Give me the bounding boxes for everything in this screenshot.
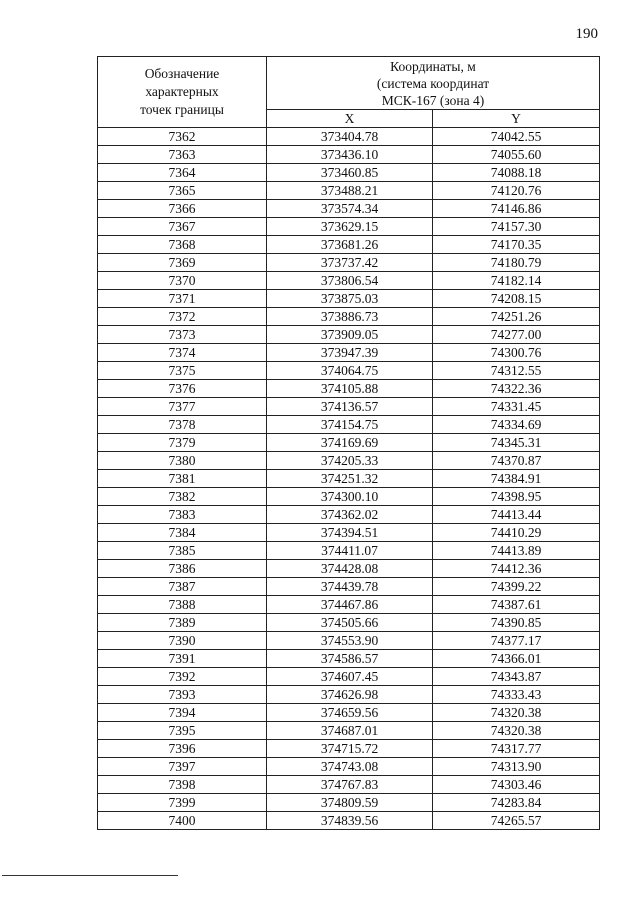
- x-coordinate-cell: 374154.75: [267, 416, 433, 434]
- x-coordinate-cell: 373488.21: [267, 182, 433, 200]
- point-number-cell: 7371: [98, 290, 267, 308]
- table-row: [98, 650, 600, 668]
- header-coord-line: (система координат: [376, 75, 490, 91]
- table-row: [98, 722, 600, 740]
- x-coordinate-cell: 373806.54: [267, 272, 433, 290]
- header-coordinates: [267, 57, 600, 110]
- table-row: [98, 200, 600, 218]
- y-coordinate-cell: 74170.35: [433, 236, 600, 254]
- x-coordinate-cell: 374300.10: [267, 488, 433, 506]
- y-coordinate-cell: 74370.87: [433, 452, 600, 470]
- y-coordinate-cell: 74251.26: [433, 308, 600, 326]
- point-number-cell: 7385: [98, 542, 267, 560]
- table-row: [98, 488, 600, 506]
- point-number-cell: 7378: [98, 416, 267, 434]
- point-number-cell: 7389: [98, 614, 267, 632]
- y-coordinate-cell: 74331.45: [433, 398, 600, 416]
- table-row: [98, 668, 600, 686]
- point-number-cell: 7373: [98, 326, 267, 344]
- x-coordinate-cell: 373886.73: [267, 308, 433, 326]
- point-number-cell: 7393: [98, 686, 267, 704]
- header-label-line: характерных: [145, 84, 219, 99]
- point-number-cell: 7391: [98, 650, 267, 668]
- y-coordinate-cell: 74412.36: [433, 560, 600, 578]
- table-row: [98, 470, 600, 488]
- x-coordinate-cell: 374626.98: [267, 686, 433, 704]
- y-coordinate-cell: 74283.84: [433, 794, 600, 812]
- x-coordinate-cell: 373436.10: [267, 146, 433, 164]
- header-label-line: точек границы: [140, 102, 224, 117]
- point-number-cell: 7383: [98, 506, 267, 524]
- table-row: [98, 434, 600, 452]
- y-coordinate-cell: 74320.38: [433, 722, 600, 740]
- y-coordinate-cell: 74366.01: [433, 650, 600, 668]
- table-row: [98, 146, 600, 164]
- y-coordinate-cell: 74312.55: [433, 362, 600, 380]
- y-coordinate-cell: 74182.14: [433, 272, 600, 290]
- x-coordinate-cell: 374205.33: [267, 452, 433, 470]
- x-coordinate-cell: 374394.51: [267, 524, 433, 542]
- table-row: [98, 164, 600, 182]
- table-row: [98, 632, 600, 650]
- y-coordinate-cell: 74055.60: [433, 146, 600, 164]
- y-coordinate-cell: 74300.76: [433, 344, 600, 362]
- point-number-cell: 7392: [98, 668, 267, 686]
- x-coordinate-cell: 374411.07: [267, 542, 433, 560]
- x-coordinate-cell: 374743.08: [267, 758, 433, 776]
- y-coordinate-cell: 74180.79: [433, 254, 600, 272]
- x-coordinate-cell: 374607.45: [267, 668, 433, 686]
- table-row: [98, 272, 600, 290]
- table-row: [98, 686, 600, 704]
- table-row: [98, 416, 600, 434]
- point-number-cell: 7368: [98, 236, 267, 254]
- point-number-cell: 7386: [98, 560, 267, 578]
- table-row: [98, 704, 600, 722]
- point-number-cell: 7367: [98, 218, 267, 236]
- x-coordinate-cell: 374767.83: [267, 776, 433, 794]
- x-coordinate-cell: 374362.02: [267, 506, 433, 524]
- header-coord-line: МСК-167 (зона 4): [381, 92, 485, 108]
- x-coordinate-cell: 373460.85: [267, 164, 433, 182]
- y-coordinate-cell: 74343.87: [433, 668, 600, 686]
- x-coordinate-cell: 373574.34: [267, 200, 433, 218]
- x-coordinate-cell: 374467.86: [267, 596, 433, 614]
- table-row: [98, 326, 600, 344]
- y-coordinate-cell: 74042.55: [433, 128, 600, 146]
- point-number-cell: 7387: [98, 578, 267, 596]
- x-coordinate-cell: 373875.03: [267, 290, 433, 308]
- point-number-cell: 7362: [98, 128, 267, 146]
- point-number-cell: 7384: [98, 524, 267, 542]
- x-coordinate-cell: 374505.66: [267, 614, 433, 632]
- point-number-cell: 7376: [98, 380, 267, 398]
- y-coordinate-cell: 74384.91: [433, 470, 600, 488]
- point-number-cell: 7372: [98, 308, 267, 326]
- table-row: [98, 380, 600, 398]
- x-coordinate-cell: 373681.26: [267, 236, 433, 254]
- y-coordinate-cell: 74334.69: [433, 416, 600, 434]
- point-number-cell: 7365: [98, 182, 267, 200]
- point-number-cell: 7390: [98, 632, 267, 650]
- point-number-cell: 7399: [98, 794, 267, 812]
- y-coordinate-cell: 74387.61: [433, 596, 600, 614]
- y-coordinate-cell: 74157.30: [433, 218, 600, 236]
- point-number-cell: 7397: [98, 758, 267, 776]
- point-number-cell: 7366: [98, 200, 267, 218]
- table-row: [98, 758, 600, 776]
- x-coordinate-cell: 374136.57: [267, 398, 433, 416]
- y-coordinate-cell: 74377.17: [433, 632, 600, 650]
- table-row: [98, 128, 600, 146]
- x-coordinate-cell: 374105.88: [267, 380, 433, 398]
- point-number-cell: 7381: [98, 470, 267, 488]
- x-coordinate-cell: 374251.32: [267, 470, 433, 488]
- table-row: [98, 740, 600, 758]
- y-coordinate-cell: 74413.89: [433, 542, 600, 560]
- point-number-cell: 7395: [98, 722, 267, 740]
- table-row: [98, 218, 600, 236]
- point-number-cell: 7400: [98, 812, 267, 830]
- x-coordinate-cell: 374839.56: [267, 812, 433, 830]
- header-point-designation: [98, 57, 267, 128]
- y-coordinate-cell: 74120.76: [433, 182, 600, 200]
- table-row: [98, 182, 600, 200]
- x-coordinate-cell: 373909.05: [267, 326, 433, 344]
- table-body: [98, 128, 600, 830]
- x-coordinate-cell: 373404.78: [267, 128, 433, 146]
- table-row: [98, 542, 600, 560]
- x-coordinate-cell: 374553.90: [267, 632, 433, 650]
- point-number-cell: 7382: [98, 488, 267, 506]
- x-coordinate-cell: 374586.57: [267, 650, 433, 668]
- point-number-cell: 7398: [98, 776, 267, 794]
- y-coordinate-cell: 74390.85: [433, 614, 600, 632]
- table-row: [98, 344, 600, 362]
- footnote-rule: [2, 875, 178, 876]
- point-number-cell: 7377: [98, 398, 267, 416]
- y-coordinate-cell: 74313.90: [433, 758, 600, 776]
- table-row: [98, 596, 600, 614]
- y-coordinate-cell: 74265.57: [433, 812, 600, 830]
- y-coordinate-cell: 74322.36: [433, 380, 600, 398]
- y-coordinate-cell: 74208.15: [433, 290, 600, 308]
- point-number-cell: 7374: [98, 344, 267, 362]
- y-coordinate-cell: 74333.43: [433, 686, 600, 704]
- header-x: X: [267, 110, 433, 128]
- header-coord-line: Координаты, м: [390, 58, 476, 74]
- x-coordinate-cell: 374809.59: [267, 794, 433, 812]
- x-coordinate-cell: 373737.42: [267, 254, 433, 272]
- point-number-cell: 7388: [98, 596, 267, 614]
- y-coordinate-cell: 74398.95: [433, 488, 600, 506]
- table-row: [98, 524, 600, 542]
- table-row: [98, 308, 600, 326]
- header-label-line: Обозначение: [144, 66, 220, 81]
- point-number-cell: 7394: [98, 704, 267, 722]
- x-coordinate-cell: 373947.39: [267, 344, 433, 362]
- table-row: [98, 254, 600, 272]
- y-coordinate-cell: 74410.29: [433, 524, 600, 542]
- point-number-cell: 7369: [98, 254, 267, 272]
- y-coordinate-cell: 74277.00: [433, 326, 600, 344]
- y-coordinate-cell: 74146.86: [433, 200, 600, 218]
- x-coordinate-cell: 374687.01: [267, 722, 433, 740]
- y-coordinate-cell: 74320.38: [433, 704, 600, 722]
- y-coordinate-cell: 74303.46: [433, 776, 600, 794]
- header-y: Y: [433, 110, 600, 128]
- page-number: 190: [575, 26, 598, 42]
- y-coordinate-cell: 74413.44: [433, 506, 600, 524]
- point-number-cell: 7375: [98, 362, 267, 380]
- table-row: [98, 452, 600, 470]
- table-row: [98, 290, 600, 308]
- point-number-cell: 7380: [98, 452, 267, 470]
- x-coordinate-cell: 374169.69: [267, 434, 433, 452]
- x-coordinate-cell: 374439.78: [267, 578, 433, 596]
- table-row: [98, 812, 600, 830]
- point-number-cell: 7396: [98, 740, 267, 758]
- x-coordinate-cell: 374659.56: [267, 704, 433, 722]
- x-coordinate-cell: 374715.72: [267, 740, 433, 758]
- table-row: [98, 362, 600, 380]
- table-row: [98, 614, 600, 632]
- x-coordinate-cell: 374064.75: [267, 362, 433, 380]
- table-row: [98, 776, 600, 794]
- x-coordinate-cell: 373629.15: [267, 218, 433, 236]
- y-coordinate-cell: 74088.18: [433, 164, 600, 182]
- table-row: [98, 398, 600, 416]
- x-coordinate-cell: 374428.08: [267, 560, 433, 578]
- y-coordinate-cell: 74399.22: [433, 578, 600, 596]
- point-number-cell: 7370: [98, 272, 267, 290]
- coordinates-table: [97, 56, 600, 830]
- table-row: [98, 506, 600, 524]
- point-number-cell: 7364: [98, 164, 267, 182]
- table-row: [98, 560, 600, 578]
- table-row: [98, 794, 600, 812]
- table-row: [98, 236, 600, 254]
- y-coordinate-cell: 74345.31: [433, 434, 600, 452]
- point-number-cell: 7363: [98, 146, 267, 164]
- table-row: [98, 578, 600, 596]
- point-number-cell: 7379: [98, 434, 267, 452]
- y-coordinate-cell: 74317.77: [433, 740, 600, 758]
